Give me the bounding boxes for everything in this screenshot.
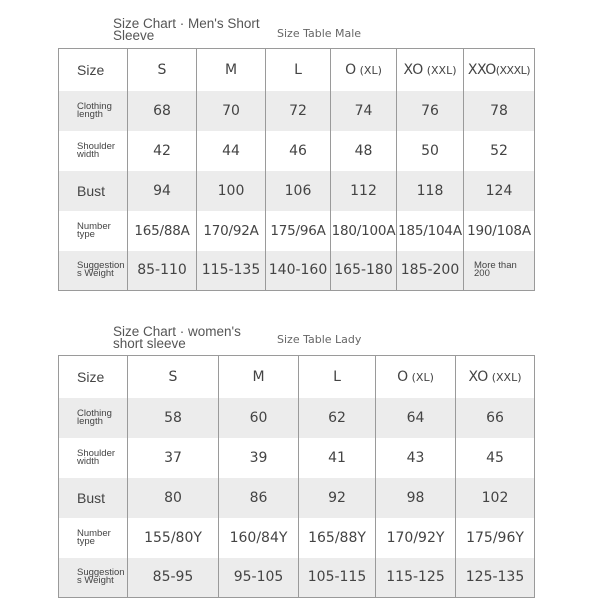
table-row bbox=[59, 438, 535, 478]
row-label-number-type: Number type bbox=[59, 518, 128, 558]
row-label-bust: Bust bbox=[59, 478, 128, 518]
size-header-l: L bbox=[266, 49, 331, 91]
row-label-clothing-length: Clothing length bbox=[59, 91, 128, 131]
table-cell: 85-110 bbox=[128, 251, 197, 291]
table-cell: 80 bbox=[128, 478, 219, 518]
table-cell: 74 bbox=[331, 91, 397, 131]
table-cell: 44 bbox=[197, 131, 266, 171]
size-header-s: S bbox=[128, 356, 219, 398]
table-cell: 86 bbox=[219, 478, 299, 518]
size-header-xl: O (XL) bbox=[376, 356, 456, 398]
table-cell: 155/80Y bbox=[128, 518, 219, 558]
table-cell: 95-105 bbox=[219, 558, 299, 598]
table-cell: 48 bbox=[331, 131, 397, 171]
table-cell: 41 bbox=[299, 438, 376, 478]
table-cell: 70 bbox=[197, 91, 266, 131]
row-label-clothing-length: Clothing length bbox=[59, 398, 128, 438]
header-row bbox=[59, 356, 535, 398]
table-cell: 43 bbox=[376, 438, 456, 478]
table-cell: 105-115 bbox=[299, 558, 376, 598]
table-cell: 72 bbox=[266, 91, 331, 131]
table-cell: 112 bbox=[331, 171, 397, 211]
women-title-line2: short sleeve bbox=[113, 336, 186, 351]
women-size-chart-title bbox=[113, 326, 241, 350]
row-label-bust: Bust bbox=[59, 171, 128, 211]
table-cell: 98 bbox=[376, 478, 456, 518]
table-cell: 170/92Y bbox=[376, 518, 456, 558]
table-cell: 106 bbox=[266, 171, 331, 211]
table-cell: 190/108A bbox=[464, 211, 535, 251]
table-cell: 85-95 bbox=[128, 558, 219, 598]
men-size-chart-title bbox=[113, 18, 260, 42]
table-cell: More than 200 bbox=[464, 251, 535, 291]
table-cell: 115-125 bbox=[376, 558, 456, 598]
header-row bbox=[59, 49, 535, 91]
table-cell: 46 bbox=[266, 131, 331, 171]
women-title-line1: Size Chart · women's bbox=[113, 324, 241, 339]
table-cell: 45 bbox=[456, 438, 535, 478]
row-label-suggested-weight: Suggestions Weight bbox=[59, 558, 128, 598]
size-header-m: M bbox=[219, 356, 299, 398]
table-row bbox=[59, 211, 535, 251]
men-size-table-subtitle: Size Table Male bbox=[277, 27, 362, 40]
table-cell: 140-160 bbox=[266, 251, 331, 291]
table-cell: 115-135 bbox=[197, 251, 266, 291]
table-cell: 37 bbox=[128, 438, 219, 478]
size-header-xxl: XO (XXL) bbox=[456, 356, 535, 398]
men-title-line1: Size Chart · Men's Short bbox=[113, 16, 260, 31]
table-cell: 165/88Y bbox=[299, 518, 376, 558]
table-cell: 124 bbox=[464, 171, 535, 211]
size-label: Size bbox=[59, 49, 128, 91]
table-row bbox=[59, 91, 535, 131]
table-cell: 94 bbox=[128, 171, 197, 211]
table-cell: 78 bbox=[464, 91, 535, 131]
table-cell: 76 bbox=[397, 91, 464, 131]
table-cell: 52 bbox=[464, 131, 535, 171]
table-cell: 58 bbox=[128, 398, 219, 438]
table-cell: 118 bbox=[397, 171, 464, 211]
table-cell: 68 bbox=[128, 91, 197, 131]
men-size-table bbox=[58, 48, 535, 291]
size-header-m: M bbox=[197, 49, 266, 91]
table-cell: 62 bbox=[299, 398, 376, 438]
table-row bbox=[59, 171, 535, 211]
size-label: Size bbox=[59, 356, 128, 398]
table-cell: 100 bbox=[197, 171, 266, 211]
table-cell: 64 bbox=[376, 398, 456, 438]
table-cell: 39 bbox=[219, 438, 299, 478]
table-row bbox=[59, 398, 535, 438]
table-cell: 125-135 bbox=[456, 558, 535, 598]
row-label-number-type: Number type bbox=[59, 211, 128, 251]
size-header-xxxl: XXO(XXXL) bbox=[464, 49, 535, 91]
row-label-suggested-weight: Suggestions Weight bbox=[59, 251, 128, 291]
size-header-xxl: XO (XXL) bbox=[397, 49, 464, 91]
table-cell: 165/88A bbox=[128, 211, 197, 251]
table-row bbox=[59, 558, 535, 598]
table-cell: 185-200 bbox=[397, 251, 464, 291]
table-cell: 60 bbox=[219, 398, 299, 438]
table-cell: 175/96Y bbox=[456, 518, 535, 558]
table-row bbox=[59, 131, 535, 171]
table-cell: 180/100A bbox=[331, 211, 397, 251]
table-cell: 185/104A bbox=[397, 211, 464, 251]
table-cell: 92 bbox=[299, 478, 376, 518]
table-cell: 66 bbox=[456, 398, 535, 438]
size-header-s: S bbox=[128, 49, 197, 91]
table-cell: 170/92A bbox=[197, 211, 266, 251]
table-cell: 160/84Y bbox=[219, 518, 299, 558]
table-row bbox=[59, 251, 535, 291]
row-label-shoulder-width: Shoulder width bbox=[59, 438, 128, 478]
table-row bbox=[59, 518, 535, 558]
table-cell: 165-180 bbox=[331, 251, 397, 291]
table-row bbox=[59, 478, 535, 518]
table-cell: 50 bbox=[397, 131, 464, 171]
women-size-table bbox=[58, 355, 535, 598]
women-size-table-subtitle: Size Table Lady bbox=[277, 333, 362, 346]
table-cell: 175/96A bbox=[266, 211, 331, 251]
table-cell: 42 bbox=[128, 131, 197, 171]
men-title-line2: Sleeve bbox=[113, 28, 155, 43]
size-header-l: L bbox=[299, 356, 376, 398]
row-label-shoulder-width: Shoulder width bbox=[59, 131, 128, 171]
size-header-xl: O (XL) bbox=[331, 49, 397, 91]
table-cell: 102 bbox=[456, 478, 535, 518]
